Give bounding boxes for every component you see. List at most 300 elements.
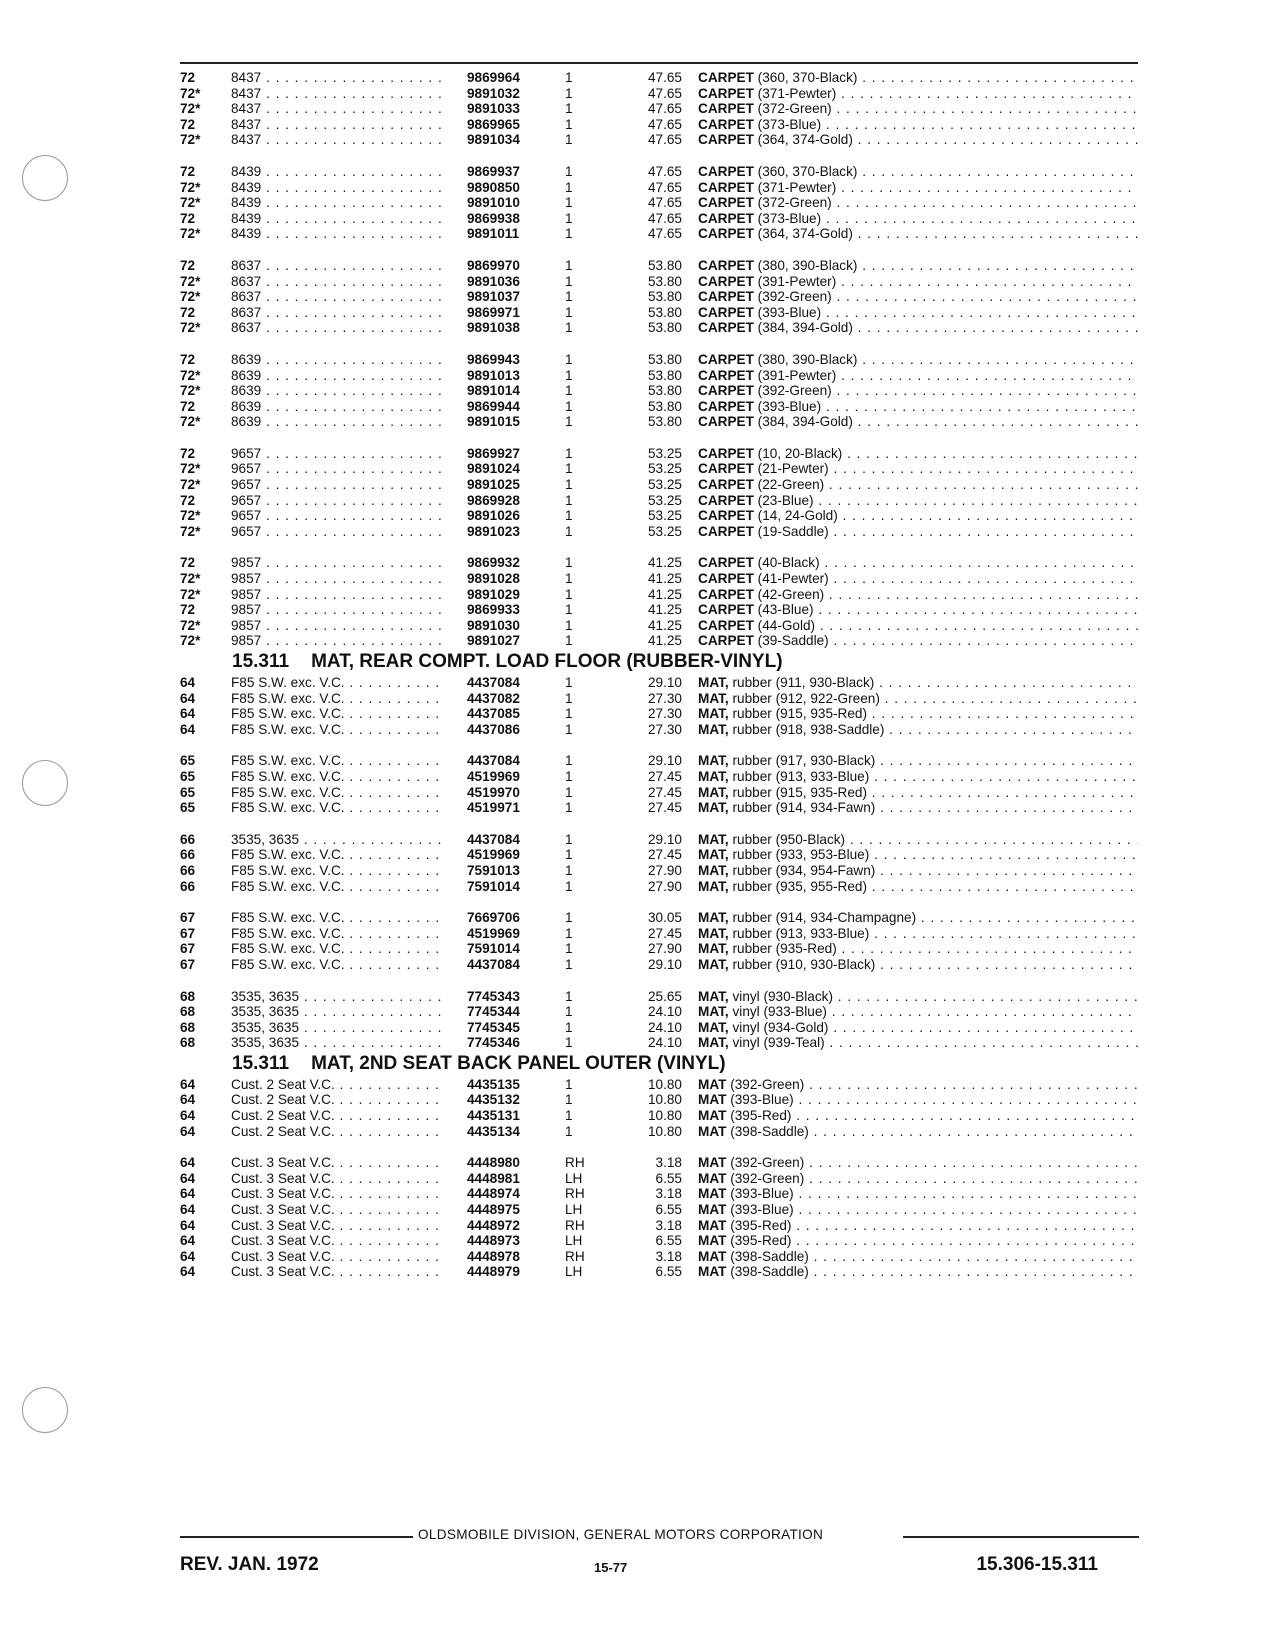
description	[698, 383, 1138, 399]
year: 64	[180, 1233, 196, 1249]
year: 72*	[180, 320, 201, 336]
revision-date: REV. JAN. 1972	[180, 1554, 319, 1575]
quantity: 1	[565, 226, 573, 242]
table-row	[180, 832, 1140, 848]
year: 68	[180, 988, 196, 1004]
quantity: 1	[565, 116, 573, 132]
model: 9857 . . .	[231, 633, 445, 649]
description-name: MAT,	[698, 1004, 729, 1020]
page-number: 15-77	[594, 1560, 628, 1575]
table-row	[180, 399, 1140, 415]
quantity: 1	[565, 617, 573, 633]
quantity: 1	[565, 690, 573, 706]
part-number: 4437084	[467, 831, 520, 847]
price: 27.45	[647, 925, 682, 941]
year: 72*	[180, 414, 201, 430]
description-detail: (42-Green)	[757, 586, 825, 602]
description	[698, 832, 1138, 848]
quantity: 1	[565, 289, 573, 305]
part-number: 9891037	[467, 289, 520, 305]
year: 72	[180, 445, 196, 461]
group-spacer	[180, 737, 1140, 753]
model: 9857 . . .	[231, 555, 445, 571]
part-number: 4519969	[467, 925, 520, 941]
group-spacer	[180, 336, 1140, 352]
table-row	[180, 769, 1140, 785]
description-name: MAT	[698, 1092, 727, 1108]
table-row	[180, 180, 1140, 196]
description-detail: rubber (950-Black)	[732, 831, 846, 847]
model: 8637 . . .	[231, 274, 445, 290]
description	[698, 571, 1138, 587]
quantity: 1	[565, 847, 573, 863]
description	[698, 1077, 1138, 1093]
price: 3.18	[655, 1186, 682, 1202]
price: 53.80	[647, 414, 682, 430]
table-row	[180, 274, 1140, 290]
part-number: 4519970	[467, 784, 520, 800]
description-detail: (393-Blue)	[730, 1202, 794, 1218]
description-detail: rubber (917, 930-Black)	[732, 753, 876, 769]
group-spacer	[180, 242, 1140, 258]
year: 68	[180, 1019, 196, 1035]
model: Cust. 3 Seat V.C. . . .	[231, 1218, 445, 1234]
part-number: 4448975	[467, 1202, 520, 1218]
quantity: 1	[565, 1092, 573, 1108]
table-row	[180, 195, 1140, 211]
part-number: 9869937	[467, 163, 520, 179]
quantity: 1	[565, 910, 573, 926]
quantity: 1	[565, 831, 573, 847]
description-name: MAT,	[698, 800, 729, 816]
year: 66	[180, 862, 196, 878]
part-number: 9869932	[467, 555, 520, 571]
group-spacer	[180, 430, 1140, 446]
description-name: MAT	[698, 1123, 727, 1139]
price: 53.80	[647, 383, 682, 399]
year: 64	[180, 1155, 196, 1171]
year: 72*	[180, 195, 201, 211]
quantity: RH	[565, 1248, 585, 1264]
price: 6.55	[655, 1233, 682, 1249]
description-detail: rubber (934, 954-Fawn)	[732, 862, 876, 878]
part-number: 7591014	[467, 941, 520, 957]
quantity: 1	[565, 753, 573, 769]
year: 64	[180, 1186, 196, 1202]
model: F85 S.W. exc. V.C. . . .	[231, 926, 445, 942]
model: 9857 . . .	[231, 602, 445, 618]
model: F85 S.W. exc. V.C. . . .	[231, 722, 445, 738]
description-detail: rubber (933, 953-Blue)	[732, 847, 870, 863]
section-heading	[180, 649, 1140, 675]
price: 27.90	[647, 941, 682, 957]
quantity: 1	[565, 878, 573, 894]
price: 27.45	[647, 768, 682, 784]
model: F85 S.W. exc. V.C. . . .	[231, 769, 445, 785]
description-name: MAT,	[698, 1019, 729, 1035]
model: 8639 . . .	[231, 368, 445, 384]
quantity: 1	[565, 571, 573, 587]
year: 66	[180, 847, 196, 863]
description	[698, 633, 1138, 649]
table-row	[180, 587, 1140, 603]
year: 64	[180, 1170, 196, 1186]
description-name: MAT	[698, 1202, 727, 1218]
table-row	[180, 101, 1140, 117]
quantity: 1	[565, 320, 573, 336]
description-detail: (391-Pewter)	[757, 367, 837, 383]
description	[698, 1186, 1138, 1202]
table-row	[180, 414, 1140, 430]
quantity: RH	[565, 1217, 585, 1233]
quantity: 1	[565, 367, 573, 383]
table-row	[180, 753, 1140, 769]
model: 9857 . . .	[231, 618, 445, 634]
description-name: MAT	[698, 1186, 727, 1202]
part-number: 9891014	[467, 383, 520, 399]
model: 8437 . . .	[231, 101, 445, 117]
description-detail: (395-Red)	[730, 1217, 792, 1233]
price: 53.80	[647, 367, 682, 383]
description-detail: (43-Blue)	[757, 602, 814, 618]
model: 9657 . . .	[231, 508, 445, 524]
description	[698, 305, 1138, 321]
description	[698, 1264, 1138, 1280]
model: 8637 . . .	[231, 305, 445, 321]
model: F85 S.W. exc. V.C. . . .	[231, 910, 445, 926]
model: Cust. 2 Seat V.C. . . .	[231, 1077, 445, 1093]
quantity: 1	[565, 398, 573, 414]
description-name: CARPET	[698, 257, 754, 273]
part-number: 9891028	[467, 571, 520, 587]
description-name: MAT	[698, 1108, 727, 1124]
description-detail: rubber (935, 955-Red)	[732, 878, 868, 894]
price: 41.25	[647, 617, 682, 633]
table-row	[180, 1004, 1140, 1020]
price: 3.18	[655, 1248, 682, 1264]
description-name: CARPET	[698, 226, 754, 242]
price: 47.65	[647, 163, 682, 179]
footer-corporation: OLDSMOBILE DIVISION, GENERAL MOTORS CORPORATION	[418, 1527, 824, 1542]
quantity: 1	[565, 1123, 573, 1139]
description-detail: (22-Green)	[757, 477, 825, 493]
price: 24.10	[647, 1019, 682, 1035]
group-spacer	[180, 148, 1140, 164]
model: 9657 . . .	[231, 446, 445, 462]
year: 72*	[180, 85, 201, 101]
punch-hole-1	[22, 155, 68, 201]
part-number: 9869965	[467, 116, 520, 132]
table-row	[180, 211, 1140, 227]
part-number: 7745343	[467, 988, 520, 1004]
table-row	[180, 910, 1140, 926]
table-row	[180, 691, 1140, 707]
year: 68	[180, 1035, 196, 1051]
year: 64	[180, 706, 196, 722]
quantity: 1	[565, 257, 573, 273]
description-detail: (398-Saddle)	[730, 1264, 809, 1280]
description	[698, 602, 1138, 618]
quantity: LH	[565, 1170, 583, 1186]
description-name: MAT,	[698, 956, 729, 972]
quantity: 1	[565, 273, 573, 289]
part-number: 4437082	[467, 690, 520, 706]
description	[698, 352, 1138, 368]
price: 27.30	[647, 721, 682, 737]
section-title: MAT, 2ND SEAT BACK PANEL OUTER (VINYL)	[311, 1052, 726, 1074]
model: 9657 . . .	[231, 524, 445, 540]
year: 72*	[180, 477, 201, 493]
quantity: 1	[565, 602, 573, 618]
description-name: MAT,	[698, 941, 729, 957]
year: 72*	[180, 383, 201, 399]
description-name: CARPET	[698, 414, 754, 430]
group-spacer	[180, 539, 1140, 555]
description-detail: (391-Pewter)	[757, 273, 837, 289]
description	[698, 132, 1138, 148]
description-detail: (380, 390-Black)	[757, 351, 858, 367]
year: 64	[180, 1092, 196, 1108]
table-row	[180, 1155, 1140, 1171]
part-number: 9869970	[467, 257, 520, 273]
description	[698, 70, 1138, 86]
part-number: 9869964	[467, 70, 520, 85]
description	[698, 1108, 1138, 1124]
quantity: 1	[565, 1019, 573, 1035]
model: F85 S.W. exc. V.C. . . .	[231, 800, 445, 816]
model: Cust. 3 Seat V.C. . . .	[231, 1171, 445, 1187]
description	[698, 226, 1138, 242]
description	[698, 1218, 1138, 1234]
description-name: CARPET	[698, 351, 754, 367]
price: 41.25	[647, 602, 682, 618]
year: 65	[180, 784, 196, 800]
year: 64	[180, 690, 196, 706]
description-name: CARPET	[698, 445, 754, 461]
year: 66	[180, 831, 196, 847]
description	[698, 368, 1138, 384]
price: 47.65	[647, 85, 682, 101]
price: 53.80	[647, 304, 682, 320]
description-detail: (21-Pewter)	[757, 461, 829, 477]
price: 53.80	[647, 398, 682, 414]
model: 9657 . . .	[231, 461, 445, 477]
price: 53.80	[647, 273, 682, 289]
model: F85 S.W. exc. V.C. . . .	[231, 675, 445, 691]
year: 64	[180, 1076, 196, 1092]
description-name: CARPET	[698, 523, 754, 539]
description-name: CARPET	[698, 195, 754, 211]
description	[698, 289, 1138, 305]
description	[698, 180, 1138, 196]
model: F85 S.W. exc. V.C. . . .	[231, 753, 445, 769]
part-number: 9891033	[467, 101, 520, 117]
quantity: 1	[565, 555, 573, 571]
description	[698, 1020, 1138, 1036]
year: 72	[180, 70, 196, 85]
description	[698, 477, 1138, 493]
price: 41.25	[647, 555, 682, 571]
quantity: 1	[565, 1108, 573, 1124]
description-name: MAT,	[698, 768, 729, 784]
part-number: 7745344	[467, 1004, 520, 1020]
part-number: 4448974	[467, 1186, 520, 1202]
part-number: 4437085	[467, 706, 520, 722]
quantity: 1	[565, 461, 573, 477]
description-name: MAT,	[698, 690, 729, 706]
description-detail: rubber (915, 935-Red)	[732, 784, 868, 800]
year: 72	[180, 351, 196, 367]
quantity: RH	[565, 1155, 585, 1171]
description	[698, 863, 1138, 879]
table-row	[180, 1202, 1140, 1218]
quantity: 1	[565, 383, 573, 399]
table-row	[180, 863, 1140, 879]
description-name: MAT,	[698, 831, 729, 847]
description	[698, 675, 1138, 691]
table-row	[180, 1249, 1140, 1265]
description	[698, 691, 1138, 707]
part-number: 4435132	[467, 1092, 520, 1108]
quantity: 1	[565, 768, 573, 784]
part-number: 9891036	[467, 273, 520, 289]
part-number: 4437086	[467, 721, 520, 737]
model: Cust. 3 Seat V.C. . . .	[231, 1155, 445, 1171]
description-detail: (40-Black)	[757, 555, 820, 571]
part-number: 4448978	[467, 1248, 520, 1264]
description-name: MAT	[698, 1233, 727, 1249]
model: 9857 . . .	[231, 587, 445, 603]
part-number: 4448979	[467, 1264, 520, 1280]
part-number: 9869928	[467, 492, 520, 508]
table-row	[180, 722, 1140, 738]
part-number: 4448973	[467, 1233, 520, 1249]
description-name: CARPET	[698, 633, 754, 649]
description-detail: rubber (915, 935-Red)	[732, 706, 868, 722]
section-number: 15.311	[232, 651, 290, 672]
table-row	[180, 1171, 1140, 1187]
part-number: 9891034	[467, 132, 520, 148]
description-detail: (384, 394-Gold)	[757, 414, 853, 430]
table-row	[180, 86, 1140, 102]
model: 8637 . . .	[231, 320, 445, 336]
table-row	[180, 1218, 1140, 1234]
description-detail: (41-Pewter)	[757, 571, 829, 587]
description-name: CARPET	[698, 617, 754, 633]
quantity: 1	[565, 956, 573, 972]
table-row	[180, 352, 1140, 368]
part-number: 9869927	[467, 445, 520, 461]
model: 3535, 3635 . . .	[231, 1004, 445, 1020]
description	[698, 706, 1138, 722]
year: 72*	[180, 617, 201, 633]
quantity: 1	[565, 210, 573, 226]
price: 30.05	[647, 910, 682, 926]
model: 8439 . . .	[231, 211, 445, 227]
description-name: MAT	[698, 1264, 727, 1280]
part-number: 4435134	[467, 1123, 520, 1139]
table-row	[180, 675, 1140, 691]
description-detail: rubber (913, 933-Blue)	[732, 768, 870, 784]
model: Cust. 2 Seat V.C. . . .	[231, 1108, 445, 1124]
description-name: CARPET	[698, 555, 754, 571]
description-name: MAT,	[698, 910, 729, 926]
year: 64	[180, 1264, 196, 1280]
table-row	[180, 1077, 1140, 1093]
price: 29.10	[647, 956, 682, 972]
price: 10.80	[647, 1092, 682, 1108]
quantity: 1	[565, 862, 573, 878]
description-detail: (392-Green)	[730, 1170, 805, 1186]
description-detail: (372-Green)	[757, 195, 832, 211]
description	[698, 164, 1138, 180]
year: 72*	[180, 367, 201, 383]
model: F85 S.W. exc. V.C. . . .	[231, 847, 445, 863]
year: 65	[180, 753, 196, 769]
part-number: 9891013	[467, 367, 520, 383]
part-number: 9891011	[467, 226, 520, 242]
price: 47.65	[647, 116, 682, 132]
table-row	[180, 524, 1140, 540]
year: 72	[180, 163, 196, 179]
description-name: CARPET	[698, 477, 754, 493]
year: 72	[180, 602, 196, 618]
table-row	[180, 446, 1140, 462]
description-name: MAT,	[698, 753, 729, 769]
description	[698, 258, 1138, 274]
model: Cust. 3 Seat V.C. . . .	[231, 1233, 445, 1249]
description-name: MAT,	[698, 721, 729, 737]
price: 27.30	[647, 706, 682, 722]
description	[698, 1249, 1138, 1265]
price: 29.10	[647, 831, 682, 847]
description-detail: (371-Pewter)	[757, 85, 837, 101]
table-row	[180, 555, 1140, 571]
footer-rule-right	[903, 1536, 1139, 1538]
model: 8437 . . .	[231, 70, 445, 86]
year: 72	[180, 116, 196, 132]
model: 3535, 3635 . . .	[231, 1035, 445, 1051]
description-detail: rubber (914, 934-Champagne)	[732, 910, 917, 926]
description-name: MAT,	[698, 847, 729, 863]
part-number: 9891010	[467, 195, 520, 211]
year: 64	[180, 1123, 196, 1139]
section-title: MAT, REAR COMPT. LOAD FLOOR (RUBBER-VINYL)	[311, 651, 783, 672]
year: 72*	[180, 226, 201, 242]
model: 8639 . . .	[231, 352, 445, 368]
description-detail: (372-Green)	[757, 101, 832, 117]
table-row	[180, 571, 1140, 587]
price: 53.80	[647, 257, 682, 273]
description	[698, 320, 1138, 336]
description-name: CARPET	[698, 602, 754, 618]
description	[698, 769, 1138, 785]
table-row	[180, 941, 1140, 957]
description-detail: (380, 390-Black)	[757, 257, 858, 273]
quantity: 1	[565, 492, 573, 508]
year: 65	[180, 800, 196, 816]
description-name: CARPET	[698, 116, 754, 132]
model: 8639 . . .	[231, 399, 445, 415]
description-detail: (360, 370-Black)	[757, 70, 858, 85]
model: F85 S.W. exc. V.C. . . .	[231, 706, 445, 722]
year: 72	[180, 492, 196, 508]
year: 72*	[180, 273, 201, 289]
description-detail: (373-Blue)	[757, 116, 822, 132]
model: 3535, 3635 . . .	[231, 1020, 445, 1036]
price: 41.25	[647, 586, 682, 602]
part-number: 4435135	[467, 1076, 520, 1092]
